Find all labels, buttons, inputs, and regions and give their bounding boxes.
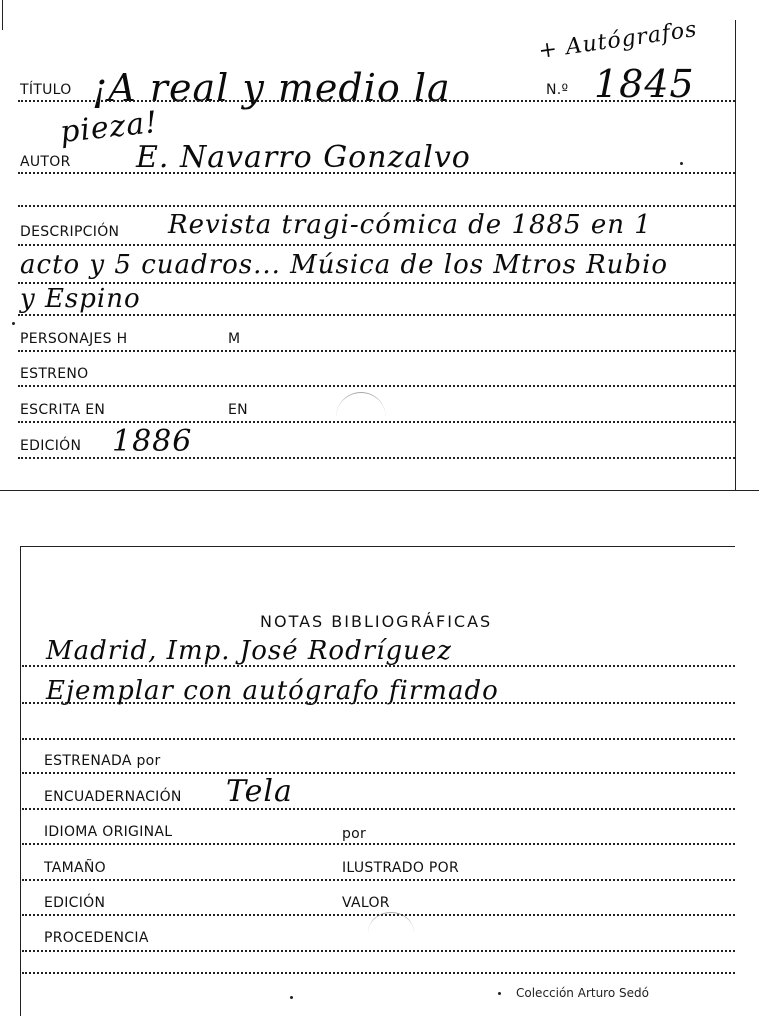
- encuadernacion-label: ENCUADERNACIÓN: [44, 789, 182, 805]
- estrenada-label: ESTRENADA por: [44, 753, 161, 769]
- descripcion-line-1: [18, 244, 735, 246]
- paper-speck: [12, 322, 15, 325]
- idioma-original-label: IDIOMA ORIGINAL: [44, 824, 173, 840]
- descripcion-value-line3: y Espino: [20, 284, 141, 314]
- edicion-back-label: EDICIÓN: [44, 895, 106, 911]
- notas-line-1: [22, 665, 735, 667]
- encuadernacion-line: [22, 808, 735, 810]
- escrita-en-label: ESCRITA EN: [20, 402, 106, 418]
- numero-value: 1845: [594, 62, 695, 106]
- titulo-value: ¡A real y medio la: [92, 66, 451, 110]
- descripcion-line-3: [18, 314, 735, 316]
- edicion-label: EDICIÓN: [20, 438, 82, 454]
- catalog-card-front: [0, 0, 759, 500]
- autografos-note: + Autógrafos: [537, 16, 699, 65]
- procedencia-label: PROCEDENCIA: [44, 930, 149, 946]
- valor-label: VALOR: [342, 895, 390, 911]
- card-left-border: [20, 546, 21, 1016]
- descripcion-value-line2: acto y 5 cuadros... Música de los Mtros Rubio: [20, 250, 669, 280]
- estreno-label: ESTRENO: [20, 366, 89, 382]
- numero-label: N.º: [546, 82, 569, 98]
- card-left-border: [2, 0, 3, 30]
- descripcion-value-line1: Revista tragi-cómica de 1885 en 1: [168, 210, 652, 240]
- tamano-label: TAMAÑO: [44, 860, 106, 876]
- notas-bibliograficas-heading: NOTAS BIBLIOGRÁFICAS: [260, 612, 493, 631]
- por-label: por: [342, 826, 367, 842]
- notas-line-2: [22, 702, 735, 704]
- encuadernacion-value: Tela: [226, 774, 293, 809]
- catalog-card-back: [0, 540, 759, 1028]
- personajes-m-label: M: [228, 331, 241, 347]
- autor-label: AUTOR: [20, 154, 71, 170]
- autor-line: [18, 172, 735, 174]
- paper-stain: [368, 912, 414, 953]
- idioma-line: [22, 843, 735, 845]
- paper-speck: [680, 162, 683, 165]
- estrenada-line: [22, 772, 735, 774]
- titulo-label: TÍTULO: [20, 82, 72, 98]
- procedencia-line: [22, 950, 735, 952]
- card-bottom-border: [0, 490, 759, 491]
- tamano-line: [22, 879, 735, 881]
- personajes-h-label: PERSONAJES H: [20, 331, 128, 347]
- notas-value-line1: Madrid, Imp. José Rodríguez: [46, 636, 452, 666]
- paper-speck: [498, 992, 501, 995]
- personajes-line: [18, 350, 735, 352]
- titulo-line: [18, 100, 735, 102]
- notas-value-line2: Ejemplar con autógrafo firmado: [46, 676, 499, 706]
- edicion-value: 1886: [112, 424, 193, 459]
- titulo-value-continued: pieza!: [58, 104, 160, 151]
- card-right-border: [735, 20, 736, 490]
- paper-speck: [290, 996, 293, 999]
- autor-value: E. Navarro Gonzalvo: [136, 140, 471, 175]
- edicion-line: [18, 457, 735, 459]
- ilustrado-por-label: ILUSTRADO POR: [342, 860, 459, 876]
- notas-line-3: [22, 738, 735, 740]
- card-top-border: [20, 546, 735, 547]
- blank-line-bottom: [22, 972, 735, 974]
- blank-line: [18, 205, 735, 207]
- en-label: EN: [228, 402, 248, 418]
- paper-stain: [336, 392, 386, 443]
- descripcion-label: DESCRIPCIÓN: [20, 224, 120, 240]
- collection-credit: Colección Arturo Sedó: [516, 986, 649, 1000]
- estreno-line: [18, 385, 735, 387]
